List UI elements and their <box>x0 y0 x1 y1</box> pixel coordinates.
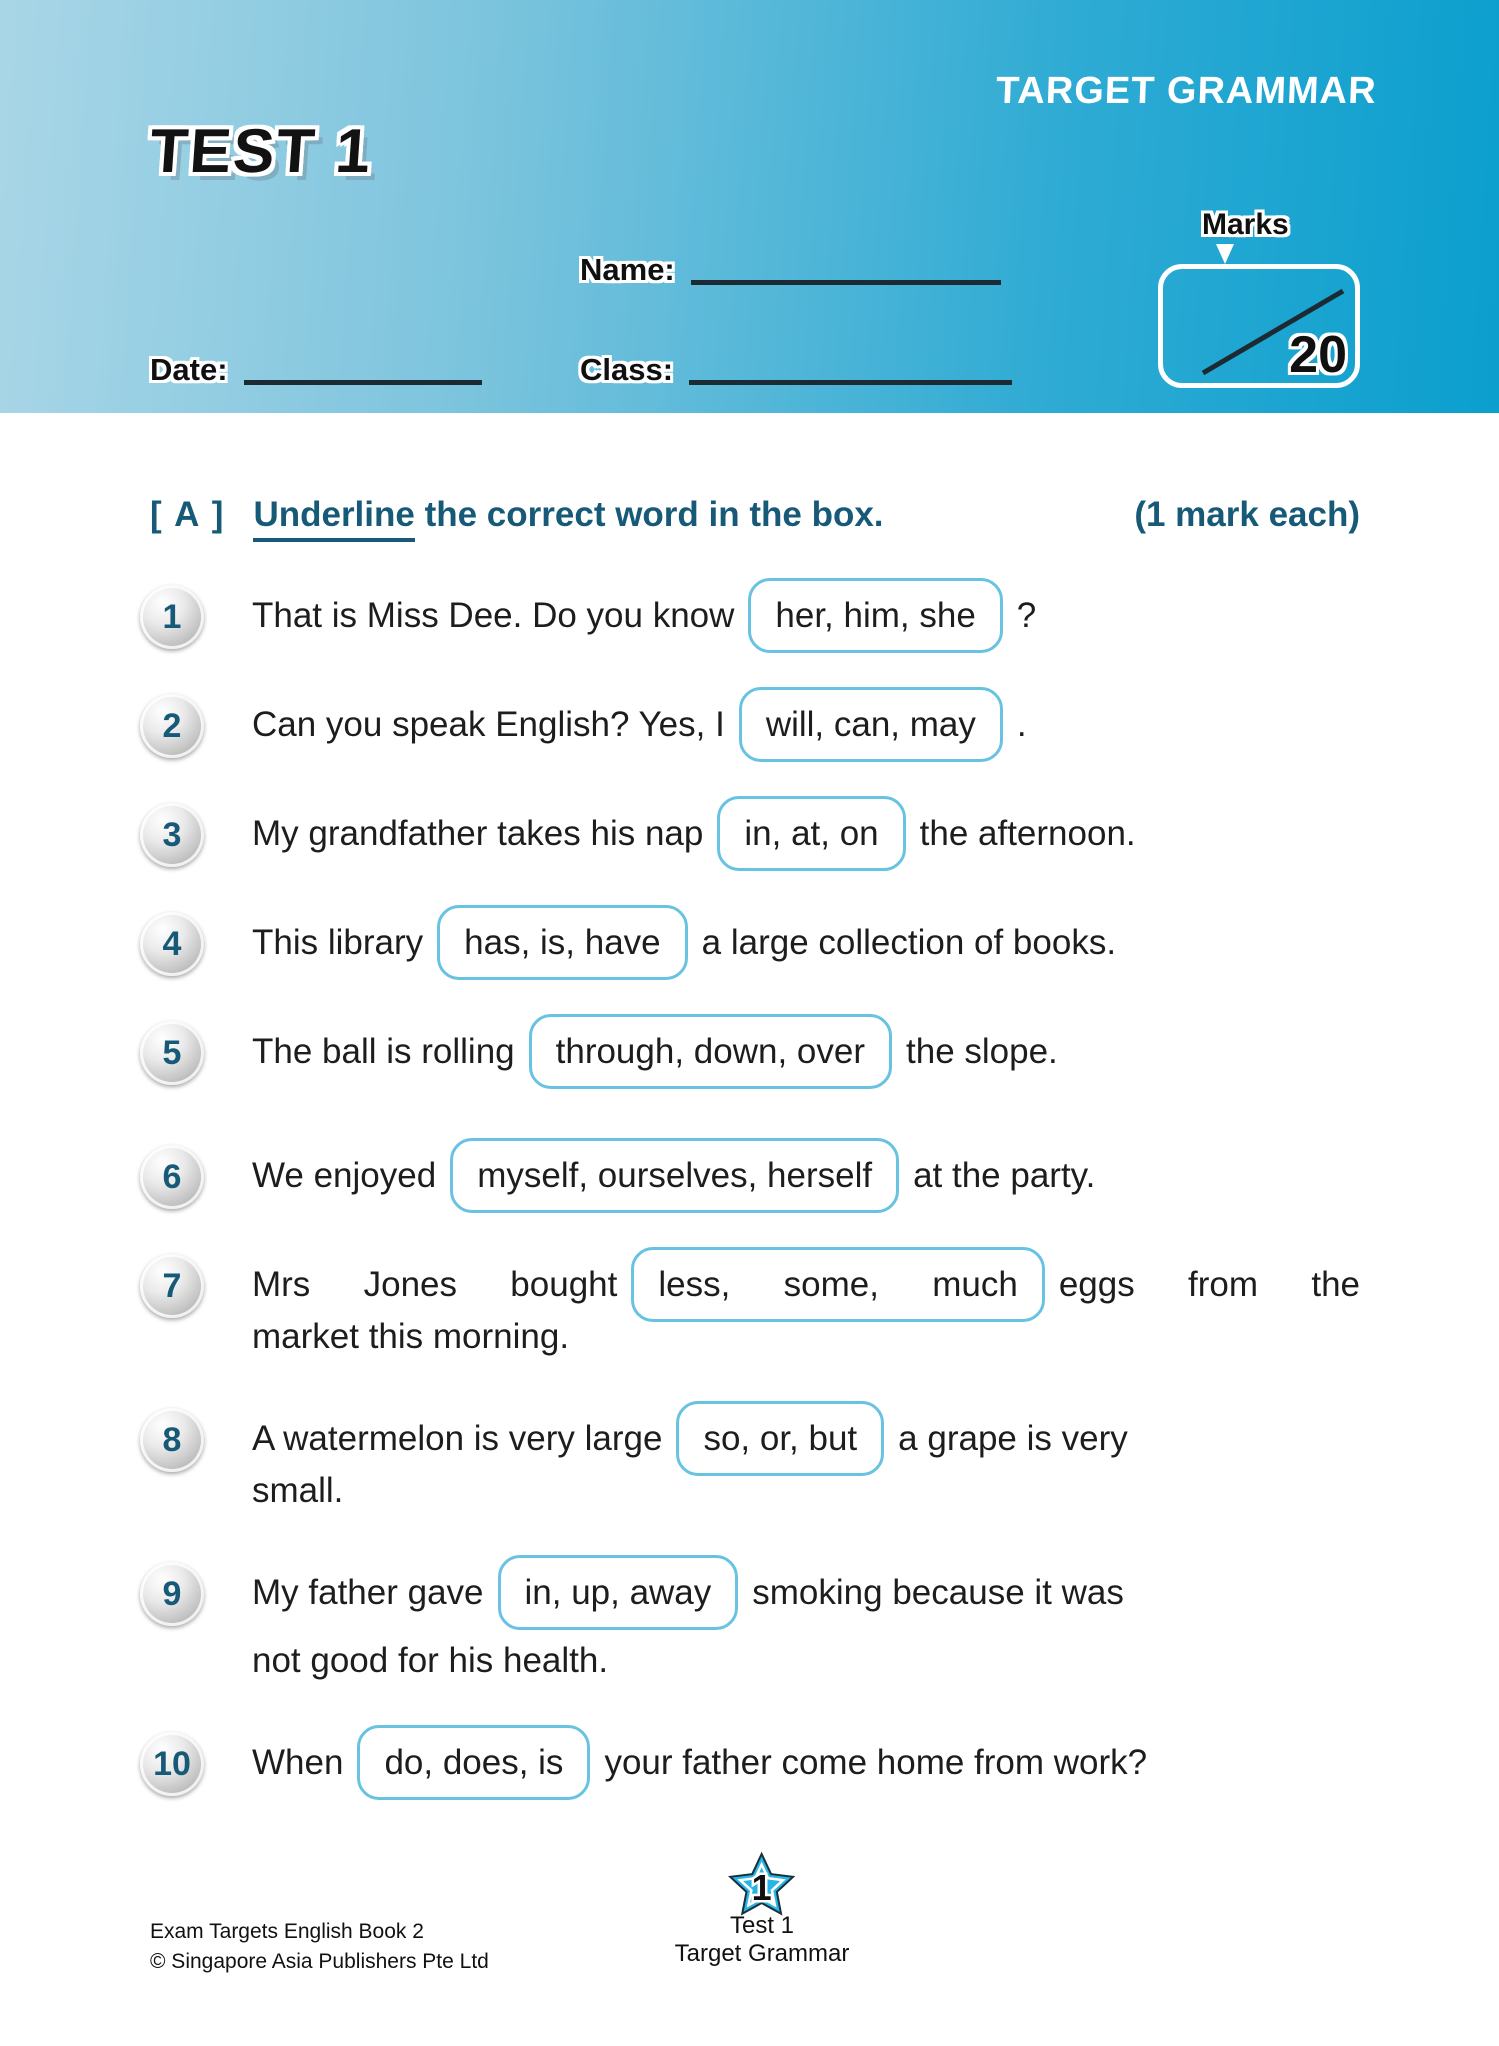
question-row-5 <box>140 1026 1360 1085</box>
question-row-9 <box>140 1567 1360 1687</box>
question-1-number-badge: 1 <box>140 585 204 649</box>
question-6-text <box>252 1150 1360 1202</box>
question-wrap-text: small. <box>252 1471 344 1510</box>
question-before-text: Can you speak English? Yes, I <box>252 705 725 744</box>
question-row-2 <box>140 699 1360 758</box>
class-label: Class: <box>580 352 674 387</box>
question-before-text: My grandfather takes his nap <box>252 814 704 853</box>
test-title: TEST 1 <box>147 117 375 186</box>
question-after-text: a large collection of books. <box>701 923 1117 962</box>
page-star-icon <box>727 1850 797 1918</box>
name-label: Name: <box>580 252 675 287</box>
question-before-text: This library <box>252 923 424 962</box>
choice-box[interactable]: do, does, is <box>357 1725 590 1800</box>
footer-book-title: Exam Targets English Book 2 <box>150 1920 424 1943</box>
choice-box[interactable]: has, is, have <box>437 905 688 980</box>
section-instruction <box>253 495 883 542</box>
question-before-text: The ball is rolling <box>252 1032 515 1071</box>
date-input-line[interactable] <box>244 380 482 385</box>
question-2-text <box>252 699 1360 751</box>
section-tag: [ A ] <box>150 495 226 534</box>
question-row-7 <box>140 1259 1360 1363</box>
choice-box[interactable]: so, or, but <box>676 1401 884 1476</box>
question-row-4 <box>140 917 1360 976</box>
footer-test-label: Test 1 <box>729 1912 795 1939</box>
instruction-underlined-word: Underline <box>253 495 414 542</box>
question-3-text <box>252 808 1360 860</box>
marks-total: 20 <box>1289 326 1347 384</box>
question-after-text: the slope. <box>906 1032 1058 1071</box>
question-10-number-badge: 10 <box>140 1732 204 1796</box>
question-10-text <box>252 1737 1360 1789</box>
choice-box[interactable]: her, him, she <box>748 578 1002 653</box>
class-input-line[interactable] <box>689 380 1012 385</box>
question-after-text: at the party. <box>913 1156 1096 1195</box>
question-before-text: Mrs Jones bought <box>252 1265 618 1304</box>
question-after-text: your father come home from work? <box>604 1743 1148 1782</box>
series-title: TARGET GRAMMAR <box>995 70 1378 112</box>
question-row-1 <box>140 590 1360 649</box>
choice-box[interactable]: in, at, on <box>717 796 905 871</box>
question-4-number-badge: 4 <box>140 912 204 976</box>
marks-score-box[interactable] <box>1158 264 1360 388</box>
worksheet-body <box>0 413 1360 1796</box>
question-after-text: eggs from the <box>1058 1265 1360 1304</box>
question-4-text <box>252 917 1360 969</box>
question-row-6 <box>140 1150 1360 1209</box>
question-before-text: My father gave <box>252 1573 484 1612</box>
page-header <box>0 0 1499 413</box>
question-9-number-badge: 9 <box>140 1562 204 1626</box>
question-3-number-badge: 3 <box>140 803 204 867</box>
name-input-line[interactable] <box>691 280 1001 285</box>
question-7-text <box>252 1259 1360 1363</box>
marks-label: Marks <box>1202 208 1289 241</box>
footer-copyright: © Singapore Asia Publishers Pte Ltd <box>150 1950 489 1974</box>
question-row-8 <box>140 1413 1360 1517</box>
page-star-number: 1 <box>751 1867 773 1908</box>
section-a-heading <box>150 495 1360 542</box>
question-before-text: We enjoyed <box>252 1156 437 1195</box>
question-before-text: A watermelon is very large <box>252 1419 663 1458</box>
choice-box[interactable]: myself, ourselves, herself <box>450 1138 899 1213</box>
question-before-text: That is Miss Dee. Do you know <box>252 596 735 635</box>
footer-section-label: Target Grammar <box>674 1939 850 1967</box>
class-field <box>580 352 1012 388</box>
question-wrap-text: not good for his health. <box>252 1641 609 1680</box>
question-after-text: a grape is very <box>898 1419 1128 1458</box>
question-after-text: ? <box>1016 596 1037 635</box>
question-row-3 <box>140 808 1360 867</box>
name-field <box>580 252 1001 288</box>
choice-box[interactable]: will, can, may <box>739 687 1003 762</box>
date-label: Date: <box>150 352 228 387</box>
question-5-text <box>252 1026 1360 1078</box>
question-1-text <box>252 590 1360 642</box>
question-after-text: smoking because it was <box>752 1573 1124 1612</box>
footer-page-marker <box>675 1850 850 1967</box>
question-row-10 <box>140 1737 1360 1796</box>
choice-box[interactable]: through, down, over <box>529 1014 892 1089</box>
question-8-number-badge: 8 <box>140 1408 204 1472</box>
question-7-number-badge: 7 <box>140 1254 204 1318</box>
question-after-text: the afternoon. <box>919 814 1136 853</box>
choice-box[interactable]: in, up, away <box>498 1555 739 1630</box>
question-8-text <box>252 1413 1360 1517</box>
instruction-rest: the correct word in the box. <box>414 495 884 534</box>
marks-label-tail <box>1216 244 1234 264</box>
question-5-number-badge: 5 <box>140 1021 204 1085</box>
question-after-text: . <box>1016 705 1027 744</box>
question-9-text <box>252 1567 1360 1687</box>
choice-box[interactable]: less, some, much <box>631 1247 1044 1322</box>
question-before-text: When <box>252 1743 344 1782</box>
footer-imprint <box>150 1917 489 1978</box>
date-field <box>150 352 482 388</box>
question-6-number-badge: 6 <box>140 1145 204 1209</box>
question-2-number-badge: 2 <box>140 694 204 758</box>
question-wrap-text: market this morning. <box>252 1317 570 1356</box>
marks-note: (1 mark each) <box>1134 495 1360 534</box>
